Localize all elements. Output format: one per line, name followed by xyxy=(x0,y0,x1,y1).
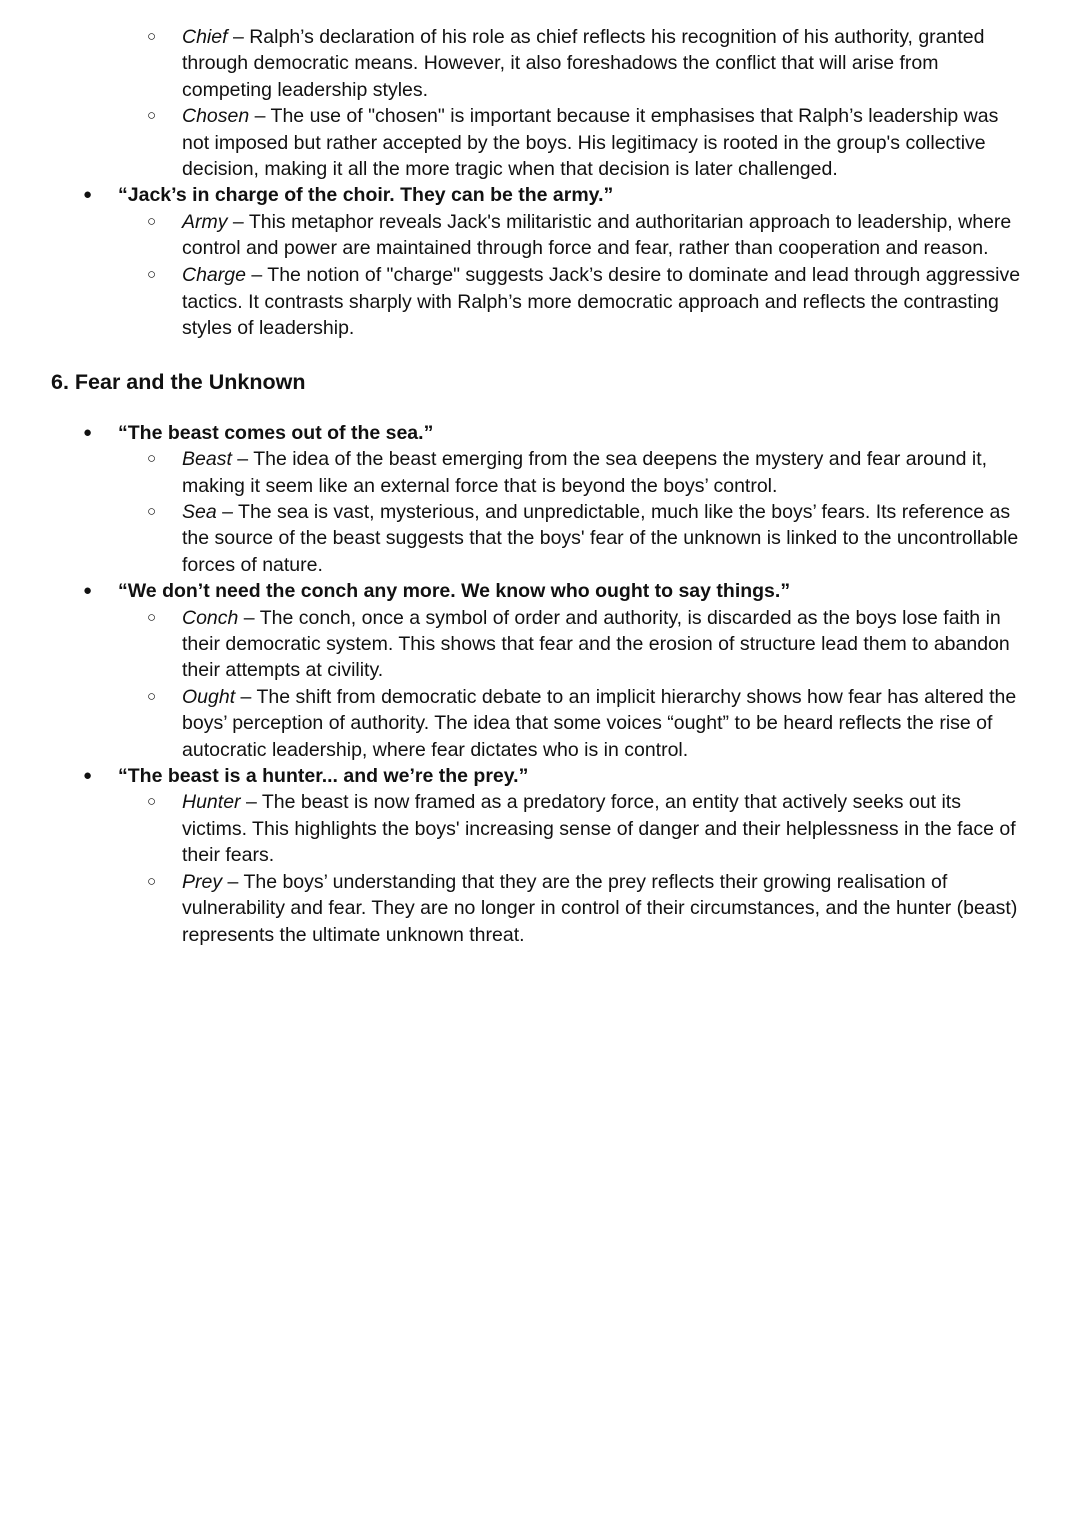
sub-point-conch xyxy=(0,605,1080,684)
sub-point-text: – The idea of the beast emerging from the sea deepens the mystery and fear around it, making it seem like an external force that is beyond the boys’ control. xyxy=(182,448,988,497)
sub-point-sea xyxy=(0,499,1080,578)
sub-point-text: – The shift from democratic debate to an implicit hierarchy shows how fear has altered the boys’ perception of authority. The idea that some voices “ought” to be heard reflects the rise of autocratic leadership, where fear dictates who is in control. xyxy=(182,685,1017,761)
quote-item-beast-sea xyxy=(0,420,1080,446)
sub-point-chosen xyxy=(0,103,1080,182)
filled-bullet-icon: ● xyxy=(83,582,93,600)
sub-point-term: Chosen xyxy=(182,105,250,128)
sub-point-text: – The conch, once a symbol of order and authority, is discarded as the boys lose faith in their democratic system. This shows that fear and the erosion of structure lead them to abandon their attempts at civility. xyxy=(182,606,1010,682)
sub-point-term: Army xyxy=(182,210,228,233)
sub-point-term: Ought xyxy=(182,685,236,708)
hollow-bullet-icon: ○ xyxy=(147,450,157,468)
sub-point-chief xyxy=(0,24,1080,103)
quote-text: “We don’t need the conch any more. We know who ought to say things.” xyxy=(118,580,791,603)
sub-point-term: Hunter xyxy=(182,791,241,814)
sub-point-term: Charge xyxy=(182,264,246,287)
quote-text: “Jack’s in charge of the choir. They can be the army.” xyxy=(118,184,614,207)
sub-point-text: – The use of "chosen" is important because it emphasises that Ralph’s leadership was not imposed but rather accepted by the boys. His legitimacy is rooted in the group's collective decision, making it all the more tragic when that decision is later challenged. xyxy=(182,105,999,181)
filled-bullet-icon: ● xyxy=(83,186,93,204)
hollow-bullet-icon: ○ xyxy=(147,503,157,520)
sub-point-text: – Ralph’s declaration of his role as chief reflects his recognition of his authority, granted through democratic means. However, it also foreshadows the conflict that will arise from competing leadership styles. xyxy=(182,26,985,101)
hollow-bullet-icon: ○ xyxy=(147,266,157,284)
sub-point-army xyxy=(0,209,1080,262)
quote-item-conch xyxy=(0,578,1080,604)
sub-point-text: – The beast is now framed as a predatory force, an entity that actively seeks out its victims. This highlights the boys' increasing sense of danger and their helplessness in the face of their fears. xyxy=(182,791,1016,867)
sub-point-text: – This metaphor reveals Jack's militaristic and authoritarian approach to leadership, where control and power are maintained through force and fear, rather than cooperation and reason. xyxy=(182,210,1012,260)
section-heading: 6. Fear and the Unknown xyxy=(51,370,306,395)
document-page xyxy=(0,24,1080,948)
quote-item-hunter xyxy=(0,763,1080,789)
sub-point-beast xyxy=(0,446,1080,499)
sub-point-term: Conch xyxy=(182,606,239,629)
hollow-bullet-icon: ○ xyxy=(147,687,157,705)
hollow-bullet-icon: ○ xyxy=(147,212,157,230)
hollow-bullet-icon: ○ xyxy=(147,608,157,626)
hollow-bullet-icon: ○ xyxy=(147,107,157,125)
sub-point-ought xyxy=(0,684,1080,763)
hollow-bullet-icon: ○ xyxy=(147,28,157,45)
sub-point-text: – The notion of "charge" suggests Jack’s desire to dominate and lead through aggressive tactics. It contrasts sharply with Ralph’s more democratic approach and reflects the contrasting styles of leadership. xyxy=(182,264,1021,339)
quote-text: “The beast comes out of the sea.” xyxy=(118,421,434,444)
hollow-bullet-icon: ○ xyxy=(147,872,157,890)
sub-point-term: Prey xyxy=(182,870,223,893)
filled-bullet-icon: ● xyxy=(83,767,93,785)
sub-point-text: – The sea is vast, mysterious, and unpredictable, much like the boys’ fears. Its reference as the source of the beast suggests that the boys' fear of the unknown is linked to the uncontrollable forces of nature. xyxy=(182,501,1019,576)
sub-point-term: Beast xyxy=(182,448,232,471)
quote-text: “The beast is a hunter... and we’re the prey.” xyxy=(118,765,529,788)
sub-point-term: Sea xyxy=(182,501,217,523)
sub-point-hunter xyxy=(0,789,1080,868)
hollow-bullet-icon: ○ xyxy=(147,793,157,811)
filled-bullet-icon: ● xyxy=(83,423,93,441)
sub-point-term: Chief xyxy=(182,26,228,48)
sub-point-text: – The boys’ understanding that they are the prey reflects their growing realisation of vulnerability and fear. They are no longer in control of their circumstances, and the hunter (beast) represents the ultimate unknown threat. xyxy=(182,870,1018,946)
sub-point-prey xyxy=(0,869,1080,948)
quote-item-jack xyxy=(0,182,1080,208)
sub-point-charge xyxy=(0,262,1080,341)
